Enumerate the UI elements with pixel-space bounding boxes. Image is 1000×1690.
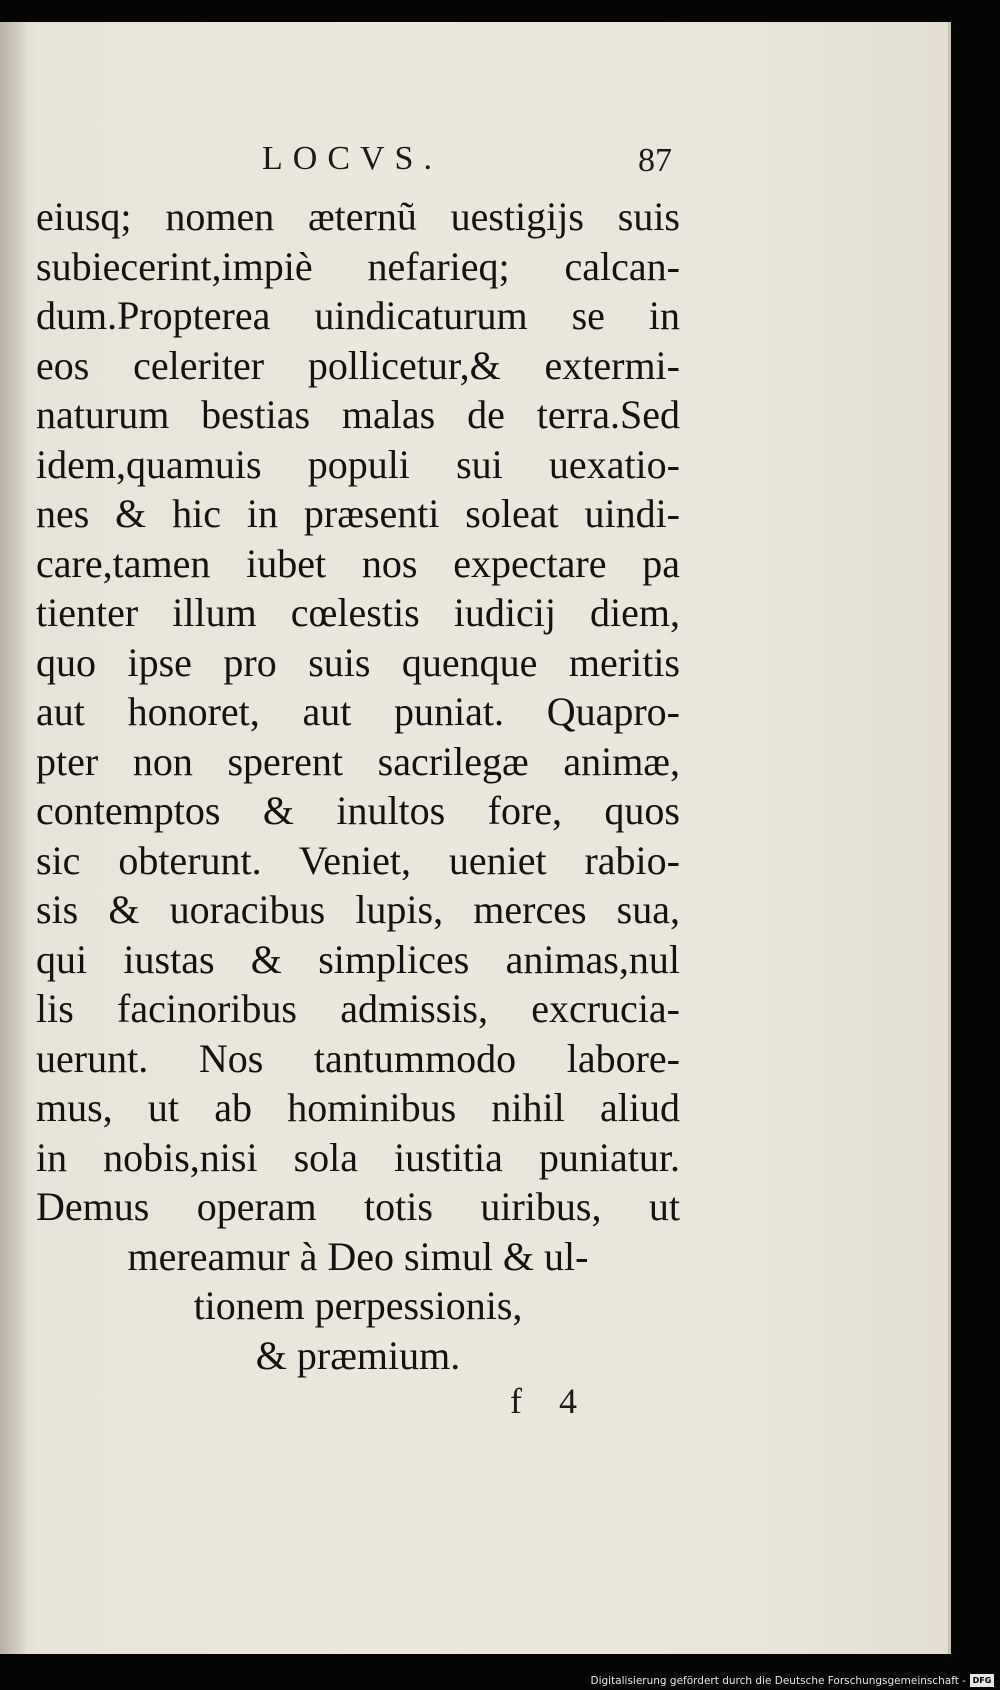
text-line: care,tamen iubet nos expectare pa [36, 540, 680, 586]
dfg-logo-icon: DFG [970, 1674, 994, 1687]
text-line: eos celeriter pollicetur,& extermi- [36, 342, 680, 388]
text-line: contemptos & inultos fore, quos [36, 788, 680, 833]
digitization-credit: Digitalisierung gefördert durch die Deutsche Forschungsgemeinschaft - [590, 1675, 966, 1687]
closing-line: & præmium. [255, 1332, 461, 1378]
text-line: nes & hic in præsenti soleat uindi- [36, 491, 680, 536]
body-text [36, 192, 680, 1380]
book-page [0, 22, 951, 1654]
text-line: uerunt. Nos tantummodo labore- [36, 1035, 680, 1081]
closing-line: mereamur à Deo simul & ul- [127, 1233, 589, 1279]
page-header [0, 140, 951, 190]
text-line: Demus operam totis uiribus, ut [36, 1184, 680, 1229]
text-line: mus, ut ab hominibus nihil aliud [36, 1085, 680, 1130]
text-line: dum.Propterea uindicaturum se in [36, 293, 680, 338]
text-line: tienter illum cœlestis iudicij diem, [36, 590, 680, 635]
text-line: aut honoret, aut puniat. Quapro- [36, 689, 680, 734]
text-line: pter non sperent sacrilegæ animæ, [36, 738, 680, 784]
gutter-shadow [0, 22, 28, 1654]
page-number: 87 [638, 142, 672, 179]
text-line: in nobis,nisi sola iustitia puniatur. [36, 1134, 680, 1180]
closing-line: tionem perpessionis, [193, 1283, 523, 1328]
text-line: naturum bestias malas de terra.Sed [36, 392, 680, 437]
text-line: subiecerint,impiè nefarieq; calcan- [36, 243, 680, 289]
text-line: quo ipse pro suis quenque meritis [36, 639, 680, 685]
text-line: sic obterunt. Veniet, ueniet rabio- [36, 837, 680, 883]
text-line: sis & uoracibus lupis, merces sua, [36, 887, 680, 932]
running-head: LOCVS. [262, 140, 442, 177]
signature-mark: f 4 [510, 1381, 591, 1421]
text-line: lis facinoribus admissis, excrucia- [36, 986, 680, 1031]
text-line: eiusq; nomen æternũ uestigijs suis [36, 194, 680, 239]
text-line: idem,quamuis populi sui uexatio- [36, 441, 680, 487]
text-line: qui iustas & simplices animas,nul [36, 936, 680, 982]
